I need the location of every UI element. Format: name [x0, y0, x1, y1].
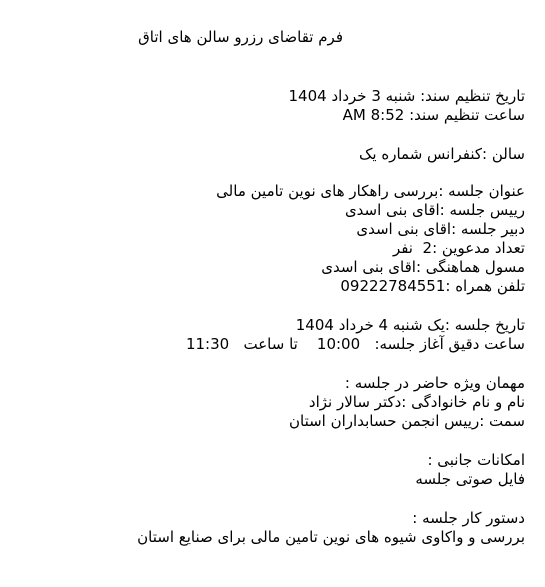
agenda-header: دستور کار جلسه : [412, 509, 525, 527]
coordinator: مسول هماهنگی :اقای بنی اسدی [321, 258, 525, 276]
invitee-count: تعداد مدعوین :2 نفر [392, 239, 525, 257]
document-time: ساعت تنظیم سند: 8:52 AM [342, 106, 525, 124]
guest-position: سمت :رییس انجمن حسابداران استان [289, 412, 525, 430]
facility-item: فایل صوتی جلسه [415, 470, 525, 488]
guest-name: نام و نام خانوادگی :دکتر سالار نژاد [308, 393, 525, 411]
meeting-date: تاریخ جلسه :یک شنبه 4 خرداد 1404 [295, 316, 525, 334]
agenda-item: بررسی و واکاوی شیوه های نوین تامین مالی برای صنایع استان [137, 528, 525, 546]
special-guest-header: مهمان ویژه حاضر در جلسه : [344, 374, 525, 392]
meeting-subject: عنوان جلسه :بررسی راهکار های نوین تامین مالی [216, 182, 525, 200]
meeting-time-range: ساعت دقیق آغاز جلسه: 10:00 تا ساعت 11:30 [185, 335, 525, 353]
form-title: فرم تقاضای رزرو سالن های اتاق [138, 28, 343, 46]
facilities-header: امکانات جانبی : [427, 451, 525, 469]
mobile-phone: تلفن همراه :09222784551 [340, 277, 525, 295]
document-date: تاریخ تنظیم سند: شنبه 3 خرداد 1404 [288, 87, 525, 105]
meeting-secretary: دبیر جلسه :اقای بنی اسدی [356, 220, 525, 238]
hall-name: سالن :کنفرانس شماره یک [359, 145, 525, 163]
meeting-chair: رییس جلسه :اقای بنی اسدی [344, 201, 525, 219]
